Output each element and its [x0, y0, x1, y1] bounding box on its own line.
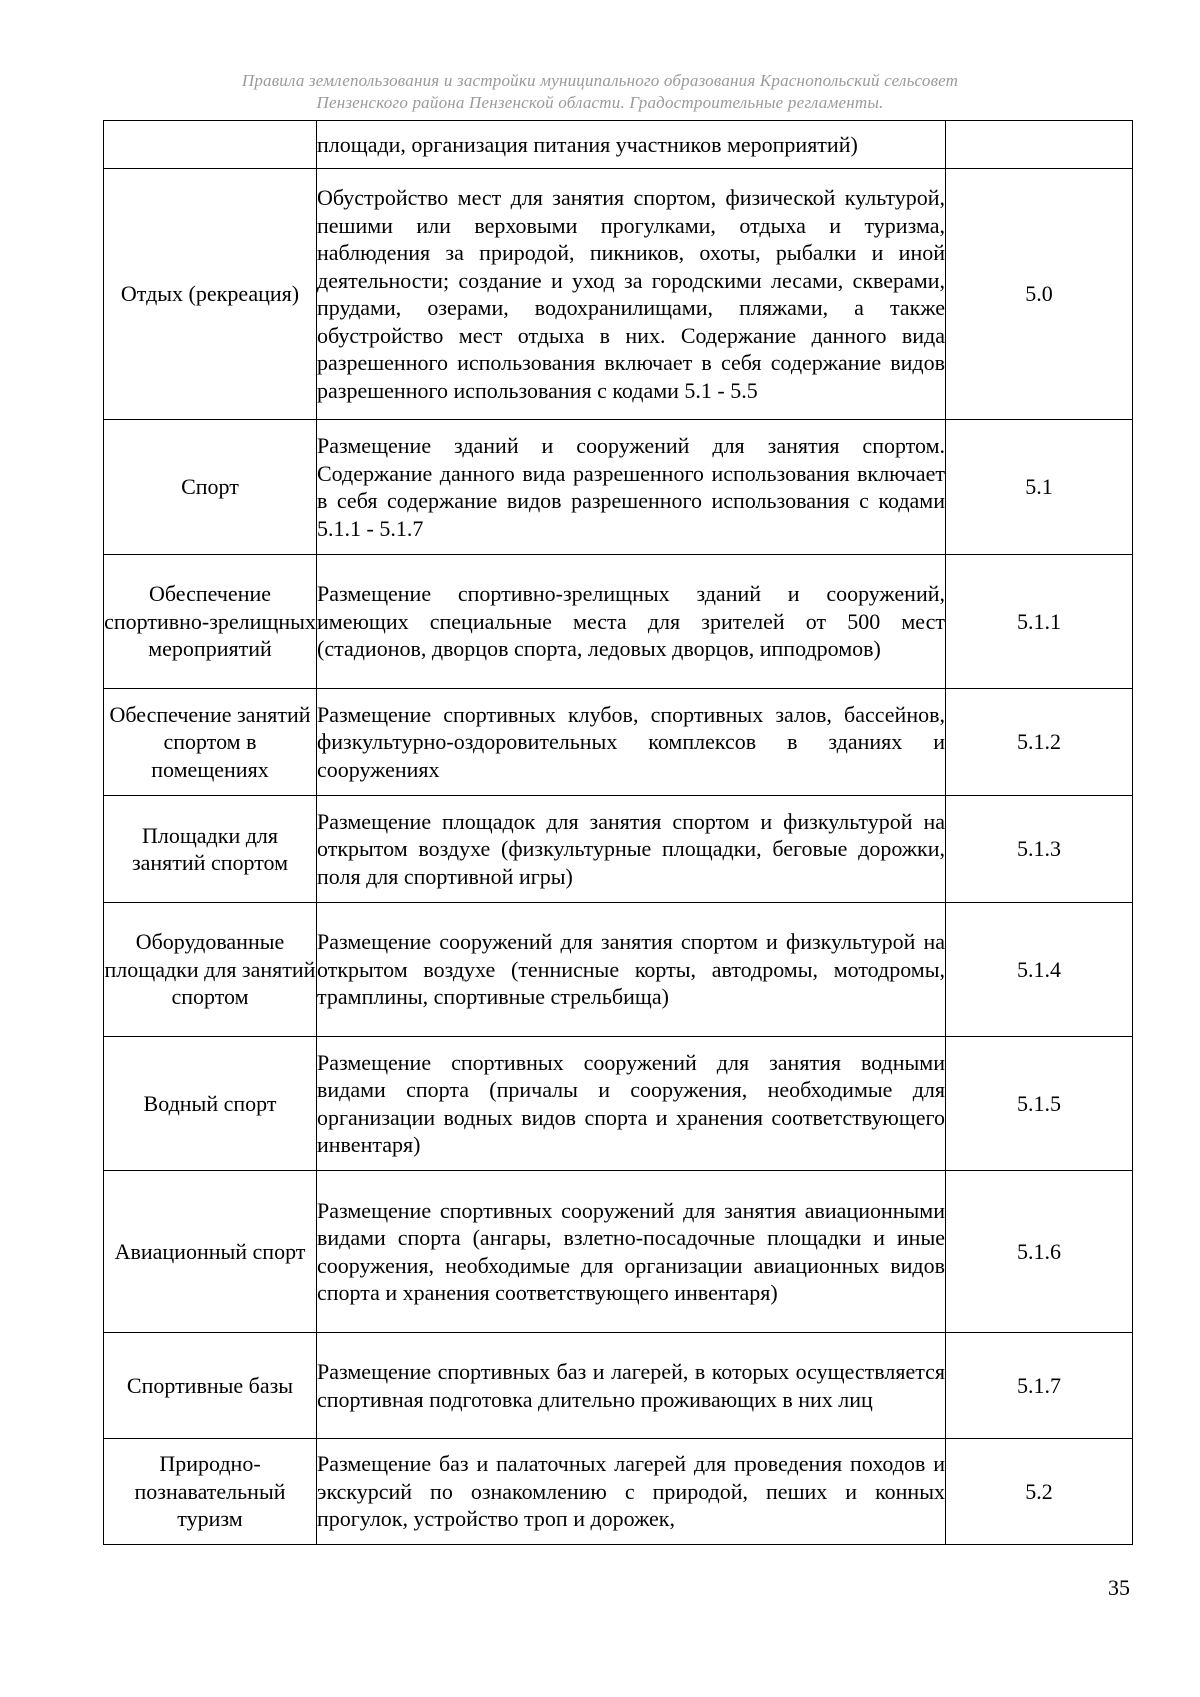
use-name-cell: Оборудованные площадки для занятий спортом	[104, 903, 317, 1037]
use-description: Размещение спортивных клубов, спортивных залов, бассейнов, физкультурно-оздоровительных комплексов в зданиях и сооружениях	[317, 701, 945, 782]
use-description-cell	[317, 1439, 946, 1545]
table-row	[104, 1171, 1133, 1333]
use-description-cell	[317, 796, 946, 903]
table-row	[104, 903, 1133, 1037]
use-code-cell: 5.1	[946, 420, 1133, 555]
use-code-cell	[946, 121, 1133, 169]
table-row	[104, 420, 1133, 555]
use-description-cell	[317, 1333, 946, 1439]
use-name-cell: Обеспечение занятий спортом в помещениях	[104, 689, 317, 796]
land-use-table	[103, 120, 1133, 1545]
use-description-cell	[317, 903, 946, 1037]
running-header	[100, 70, 1100, 114]
use-description: Обустройство мест для занятия спортом, физической культурой, пешими или верховыми прогулками, отдыха и туризма, наблюдения за природой, пикников, охоты, рыбалки и иной деятельности; создание и уход за городскими лесами, скверами, прудами, озерами, водохранилищами, пляжами, а также обустройство мест отдыха в них. Содержание данного вида разрешенного использования включает в себя содержание видов разрешенного использования с кодами 5.1 - 5.5	[317, 185, 945, 403]
use-name-cell: Спорт	[104, 420, 317, 555]
use-code-cell: 5.1.7	[946, 1333, 1133, 1439]
use-description-cell	[317, 169, 946, 420]
use-description: Размещение площадок для занятия спортом и физкультурой на открытом воздухе (физкультурные площадки, беговые дорожки, поля для спортивной игры)	[317, 808, 945, 889]
use-description: Размещение баз и палаточных лагерей для проведения походов и экскурсий по ознакомлению с природой, пеших и конных прогулок, устройство троп и дорожек,	[317, 1451, 945, 1532]
use-description-cell	[317, 689, 946, 796]
page-number: 35	[1108, 1575, 1130, 1600]
use-description-cell	[317, 1037, 946, 1171]
use-name-cell: Площадки для занятий спортом	[104, 796, 317, 903]
use-code-cell: 5.1.5	[946, 1037, 1133, 1171]
table-row	[104, 169, 1133, 420]
use-description: Размещение спортивных сооружений для занятия авиационными видами спорта (ангары, взлетно-посадочные площадки и иные сооружения, необходимые для организации авиационных видов спорта и хранения соответствующего инвентаря)	[317, 1197, 945, 1305]
use-description-cell	[317, 420, 946, 555]
use-name-cell: Авиационный спорт	[104, 1171, 317, 1333]
use-description: Размещение спортивных сооружений для занятия водными видами спорта (причалы и сооружения, необходимые для организации водных видов спорта и хранения соответствующего инвентаря)	[317, 1049, 945, 1157]
table-row	[104, 796, 1133, 903]
table-row	[104, 1439, 1133, 1545]
use-name-cell: Водный спорт	[104, 1037, 317, 1171]
use-description-cell	[317, 121, 946, 169]
use-description-cell	[317, 555, 946, 689]
use-description: площади, организация питания участников мероприятий)	[317, 131, 858, 157]
use-description: Размещение спортивных баз и лагерей, в которых осуществляется спортивная подготовка длительно проживающих в них лиц	[317, 1359, 945, 1412]
use-description: Размещение спортивно-зрелищных зданий и сооружений, имеющих специальные места для зрителей от 500 мест (стадионов, дворцов спорта, ледовых дворцов, ипподромов)	[317, 581, 945, 662]
use-description: Размещение зданий и сооружений для занятия спортом. Содержание данного вида разрешенного использования включает в себя содержание видов разрешенного использования с кодами 5.1.1 - 5.1.7	[317, 433, 945, 541]
running-header-line-1: Правила землепользования и застройки муниципального образования Краснопольский сельсовет	[241, 71, 959, 90]
table-row	[104, 555, 1133, 689]
use-code-cell: 5.1.4	[946, 903, 1133, 1037]
use-name-cell: Обеспечение спортивно-зрелищных мероприятий	[104, 555, 317, 689]
table-row	[104, 1333, 1133, 1439]
use-code-cell: 5.1.6	[946, 1171, 1133, 1333]
use-name-cell: Спортивные базы	[104, 1333, 317, 1439]
use-code-cell: 5.2	[946, 1439, 1133, 1545]
use-code-cell: 5.1.3	[946, 796, 1133, 903]
use-description: Размещение сооружений для занятия спортом и физкультурой на открытом воздухе (теннисные корты, автодромы, мотодромы, трамплины, спортивные стрельбища)	[317, 929, 945, 1010]
table-row	[104, 689, 1133, 796]
use-name-cell	[104, 121, 317, 169]
table-row	[104, 121, 1133, 169]
use-name-cell: Отдых (рекреация)	[104, 169, 317, 420]
running-header-line-2: Пензенского района Пензенской области. Градостроительные регламенты.	[316, 93, 884, 112]
table-row	[104, 1037, 1133, 1171]
use-name-cell: Природно-познавательный туризм	[104, 1439, 317, 1545]
use-code-cell: 5.0	[946, 169, 1133, 420]
use-code-cell: 5.1.2	[946, 689, 1133, 796]
use-code-cell: 5.1.1	[946, 555, 1133, 689]
use-description-cell	[317, 1171, 946, 1333]
